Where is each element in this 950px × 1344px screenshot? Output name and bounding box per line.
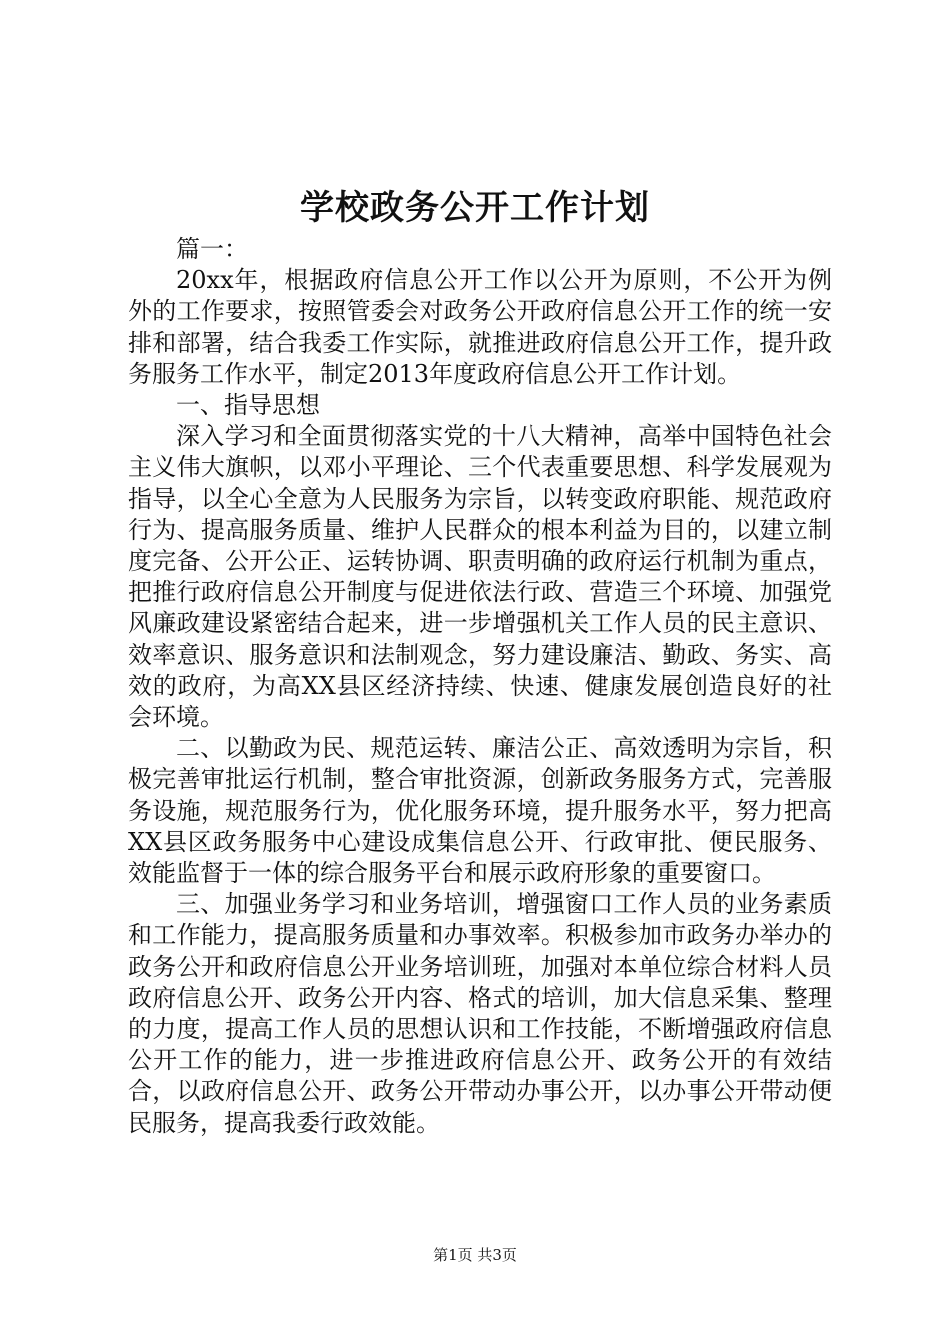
paragraph-three: 三、加强业务学习和业务培训，增强窗口工作人员的业务素质和工作能力，提高服务质量和办事效率。积极参加市政务办举办的政务公开和政府信息公开业务培训班，加强对本单位综合材料人员政府信息公开、政务公开内容、格式的培训，加大信息采集、整理的力度，提高工作人员的思想认识和工作技能，不断增强政府信息公开工作的能力，进一步推进政府信息公开、政务公开的有效结合，以政府信息公开、政务公开带动办事公开，以办事公开带动便民服务，提高我委行政效能。 [128, 890, 832, 1137]
page-footer: 第1页 共3页 [433, 1246, 517, 1264]
section-label: 篇一： [176, 235, 248, 263]
intro-paragraph: 20xx年，根据政府信息公开工作以公开为原则，不公开为例外的工作要求，按照管委会对政务公开政府信息公开工作的统一安排和部署，结合我委工作实际，就推进政府信息公开工作，提升政务服务工作水平，制定2013年度政府信息公开工作计划。 [128, 266, 832, 388]
section-heading: 一、指导思想 [176, 391, 320, 420]
guiding-thought-paragraph: 深入学习和全面贯彻落实党的十八大精神，高举中国特色社会主义伟大旗帜，以邓小平理论、三个代表重要思想、科学发展观为指导，以全心全意为人民服务为宗旨，以转变政府职能、规范政府行为、提高服务质量、维护人民群众的根本利益为目的，以建立制度完备、公开公正、运转协调、职责明确的政府运行机制为重点，把推行政府信息公开制度与促进依法行政、营造三个环境、加强党风廉政建设紧密结合起来，进一步增强机关工作人员的民主意识、效率意识、服务意识和法制观念，努力建设廉洁、勤政、务实、高效的政府，为高XX县区经济持续、快速、健康发展创造良好的社会环境。 [128, 422, 832, 732]
paragraph-two: 二、以勤政为民、规范运转、廉洁公正、高效透明为宗旨，积极完善审批运行机制，整合审批资源，创新政务服务方式，完善服务设施，规范服务行为，优化服务环境，提升服务水平，努力把高XX县区政务服务中心建设成集信息公开、行政审批、便民服务、效能监督于一体的综合服务平台和展示政府形象的重要窗口。 [128, 734, 832, 888]
document-title: 学校政务公开工作计划 [300, 188, 650, 228]
document-body [128, 234, 832, 1139]
